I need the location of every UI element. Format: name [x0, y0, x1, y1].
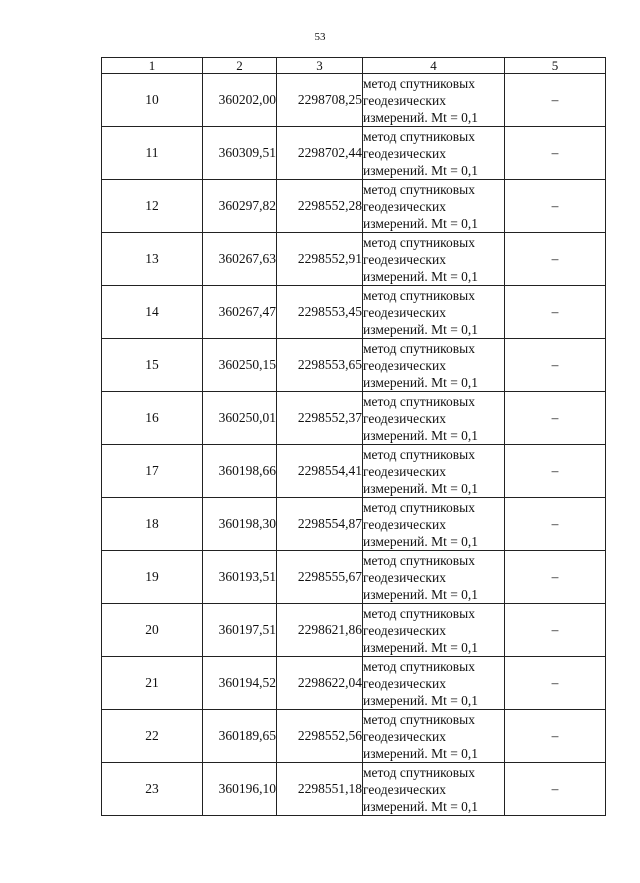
method-line-2: геодезических [363, 145, 446, 161]
point-number: 13 [102, 233, 203, 286]
method-line-3: измерений. Mt = 0,1 [363, 586, 479, 602]
page-number: 53 [314, 31, 326, 43]
coordinate-x: 360193,51 [203, 551, 277, 604]
coordinate-x: 360250,01 [203, 392, 277, 445]
method-line-1: метод спутниковых [363, 499, 475, 515]
table-row [102, 180, 606, 233]
table-row [102, 339, 606, 392]
method-line-1: метод спутниковых [363, 340, 475, 356]
note-dash: – [505, 657, 606, 710]
method-description [363, 657, 505, 710]
coordinate-x: 360309,51 [203, 127, 277, 180]
coordinate-y: 2298552,28 [277, 180, 363, 233]
method-description [363, 286, 505, 339]
column-header-3: 3 [277, 58, 363, 74]
coordinate-x: 360267,47 [203, 286, 277, 339]
method-description [363, 763, 505, 816]
coordinate-y: 2298554,87 [277, 498, 363, 551]
method-description [363, 551, 505, 604]
method-line-2: геодезических [363, 304, 446, 320]
method-line-1: метод спутниковых [363, 552, 475, 568]
column-header-2: 2 [203, 58, 277, 74]
method-description [363, 180, 505, 233]
column-header-1: 1 [102, 58, 203, 74]
method-line-2: геодезических [363, 463, 446, 479]
method-description [363, 233, 505, 286]
method-line-3: измерений. Mt = 0,1 [363, 427, 479, 443]
method-line-3: измерений. Mt = 0,1 [363, 692, 479, 708]
method-line-1: метод спутниковых [363, 446, 475, 462]
method-line-2: геодезических [363, 622, 446, 638]
note-dash: – [505, 445, 606, 498]
table-row [102, 74, 606, 127]
method-description [363, 339, 505, 392]
point-number: 17 [102, 445, 203, 498]
coordinate-x: 360197,51 [203, 604, 277, 657]
point-number: 21 [102, 657, 203, 710]
coordinate-x: 360196,10 [203, 763, 277, 816]
note-dash: – [505, 339, 606, 392]
table-row [102, 445, 606, 498]
method-description [363, 710, 505, 763]
method-line-2: геодезических [363, 92, 446, 108]
point-number: 16 [102, 392, 203, 445]
method-line-3: измерений. Mt = 0,1 [363, 639, 479, 655]
method-line-1: метод спутниковых [363, 287, 475, 303]
coordinate-y: 2298552,56 [277, 710, 363, 763]
point-number: 20 [102, 604, 203, 657]
table-row [102, 127, 606, 180]
coordinate-x: 360202,00 [203, 74, 277, 127]
column-header-5: 5 [505, 58, 606, 74]
point-number: 10 [102, 74, 203, 127]
method-line-2: геодезических [363, 569, 446, 585]
point-number: 11 [102, 127, 203, 180]
coordinate-x: 360250,15 [203, 339, 277, 392]
method-line-2: геодезических [363, 198, 446, 214]
table-row [102, 657, 606, 710]
method-line-1: метод спутниковых [363, 711, 475, 727]
coordinates-table [101, 57, 606, 816]
note-dash: – [505, 127, 606, 180]
method-line-2: геодезических [363, 357, 446, 373]
method-line-1: метод спутниковых [363, 75, 475, 91]
note-dash: – [505, 180, 606, 233]
method-line-1: метод спутниковых [363, 128, 475, 144]
note-dash: – [505, 233, 606, 286]
coordinate-x: 360198,30 [203, 498, 277, 551]
note-dash: – [505, 392, 606, 445]
table-row [102, 286, 606, 339]
table-row [102, 392, 606, 445]
table-row [102, 551, 606, 604]
table-row [102, 710, 606, 763]
coordinate-y: 2298702,44 [277, 127, 363, 180]
coordinate-y: 2298552,37 [277, 392, 363, 445]
method-line-3: измерений. Mt = 0,1 [363, 109, 479, 125]
method-line-3: измерений. Mt = 0,1 [363, 374, 479, 390]
table-row [102, 763, 606, 816]
coordinate-x: 360267,63 [203, 233, 277, 286]
coordinate-x: 360297,82 [203, 180, 277, 233]
method-line-1: метод спутниковых [363, 605, 475, 621]
point-number: 15 [102, 339, 203, 392]
table-header-row [102, 58, 606, 74]
note-dash: – [505, 551, 606, 604]
method-line-3: измерений. Mt = 0,1 [363, 321, 479, 337]
method-description [363, 604, 505, 657]
coordinate-y: 2298622,04 [277, 657, 363, 710]
method-description [363, 127, 505, 180]
coordinate-y: 2298621,86 [277, 604, 363, 657]
coordinate-y: 2298555,67 [277, 551, 363, 604]
note-dash: – [505, 604, 606, 657]
point-number: 12 [102, 180, 203, 233]
point-number: 22 [102, 710, 203, 763]
note-dash: – [505, 498, 606, 551]
coordinate-x: 360194,52 [203, 657, 277, 710]
method-description [363, 445, 505, 498]
coordinate-y: 2298553,65 [277, 339, 363, 392]
coordinate-y: 2298552,91 [277, 233, 363, 286]
coordinate-y: 2298551,18 [277, 763, 363, 816]
method-line-2: геодезических [363, 781, 446, 797]
method-description [363, 392, 505, 445]
method-line-3: измерений. Mt = 0,1 [363, 798, 479, 814]
method-line-3: измерений. Mt = 0,1 [363, 268, 479, 284]
method-line-1: метод спутниковых [363, 393, 475, 409]
method-line-3: измерений. Mt = 0,1 [363, 162, 479, 178]
method-line-3: измерений. Mt = 0,1 [363, 745, 479, 761]
method-line-2: геодезических [363, 410, 446, 426]
method-description [363, 498, 505, 551]
method-line-1: метод спутниковых [363, 764, 475, 780]
method-line-2: геодезических [363, 728, 446, 744]
method-line-1: метод спутниковых [363, 658, 475, 674]
table-row [102, 604, 606, 657]
note-dash: – [505, 74, 606, 127]
method-line-3: измерений. Mt = 0,1 [363, 480, 479, 496]
coordinate-x: 360189,65 [203, 710, 277, 763]
coordinate-y: 2298708,25 [277, 74, 363, 127]
point-number: 19 [102, 551, 203, 604]
coordinate-x: 360198,66 [203, 445, 277, 498]
method-line-3: измерений. Mt = 0,1 [363, 533, 479, 549]
table-row [102, 233, 606, 286]
method-line-1: метод спутниковых [363, 181, 475, 197]
method-line-3: измерений. Mt = 0,1 [363, 215, 479, 231]
point-number: 14 [102, 286, 203, 339]
coordinate-y: 2298554,41 [277, 445, 363, 498]
note-dash: – [505, 763, 606, 816]
note-dash: – [505, 710, 606, 763]
column-header-4: 4 [363, 58, 505, 74]
method-line-1: метод спутниковых [363, 234, 475, 250]
method-line-2: геодезических [363, 516, 446, 532]
point-number: 23 [102, 763, 203, 816]
method-line-2: геодезических [363, 675, 446, 691]
point-number: 18 [102, 498, 203, 551]
coordinate-y: 2298553,45 [277, 286, 363, 339]
note-dash: – [505, 286, 606, 339]
method-description [363, 74, 505, 127]
method-line-2: геодезических [363, 251, 446, 267]
table-row [102, 498, 606, 551]
